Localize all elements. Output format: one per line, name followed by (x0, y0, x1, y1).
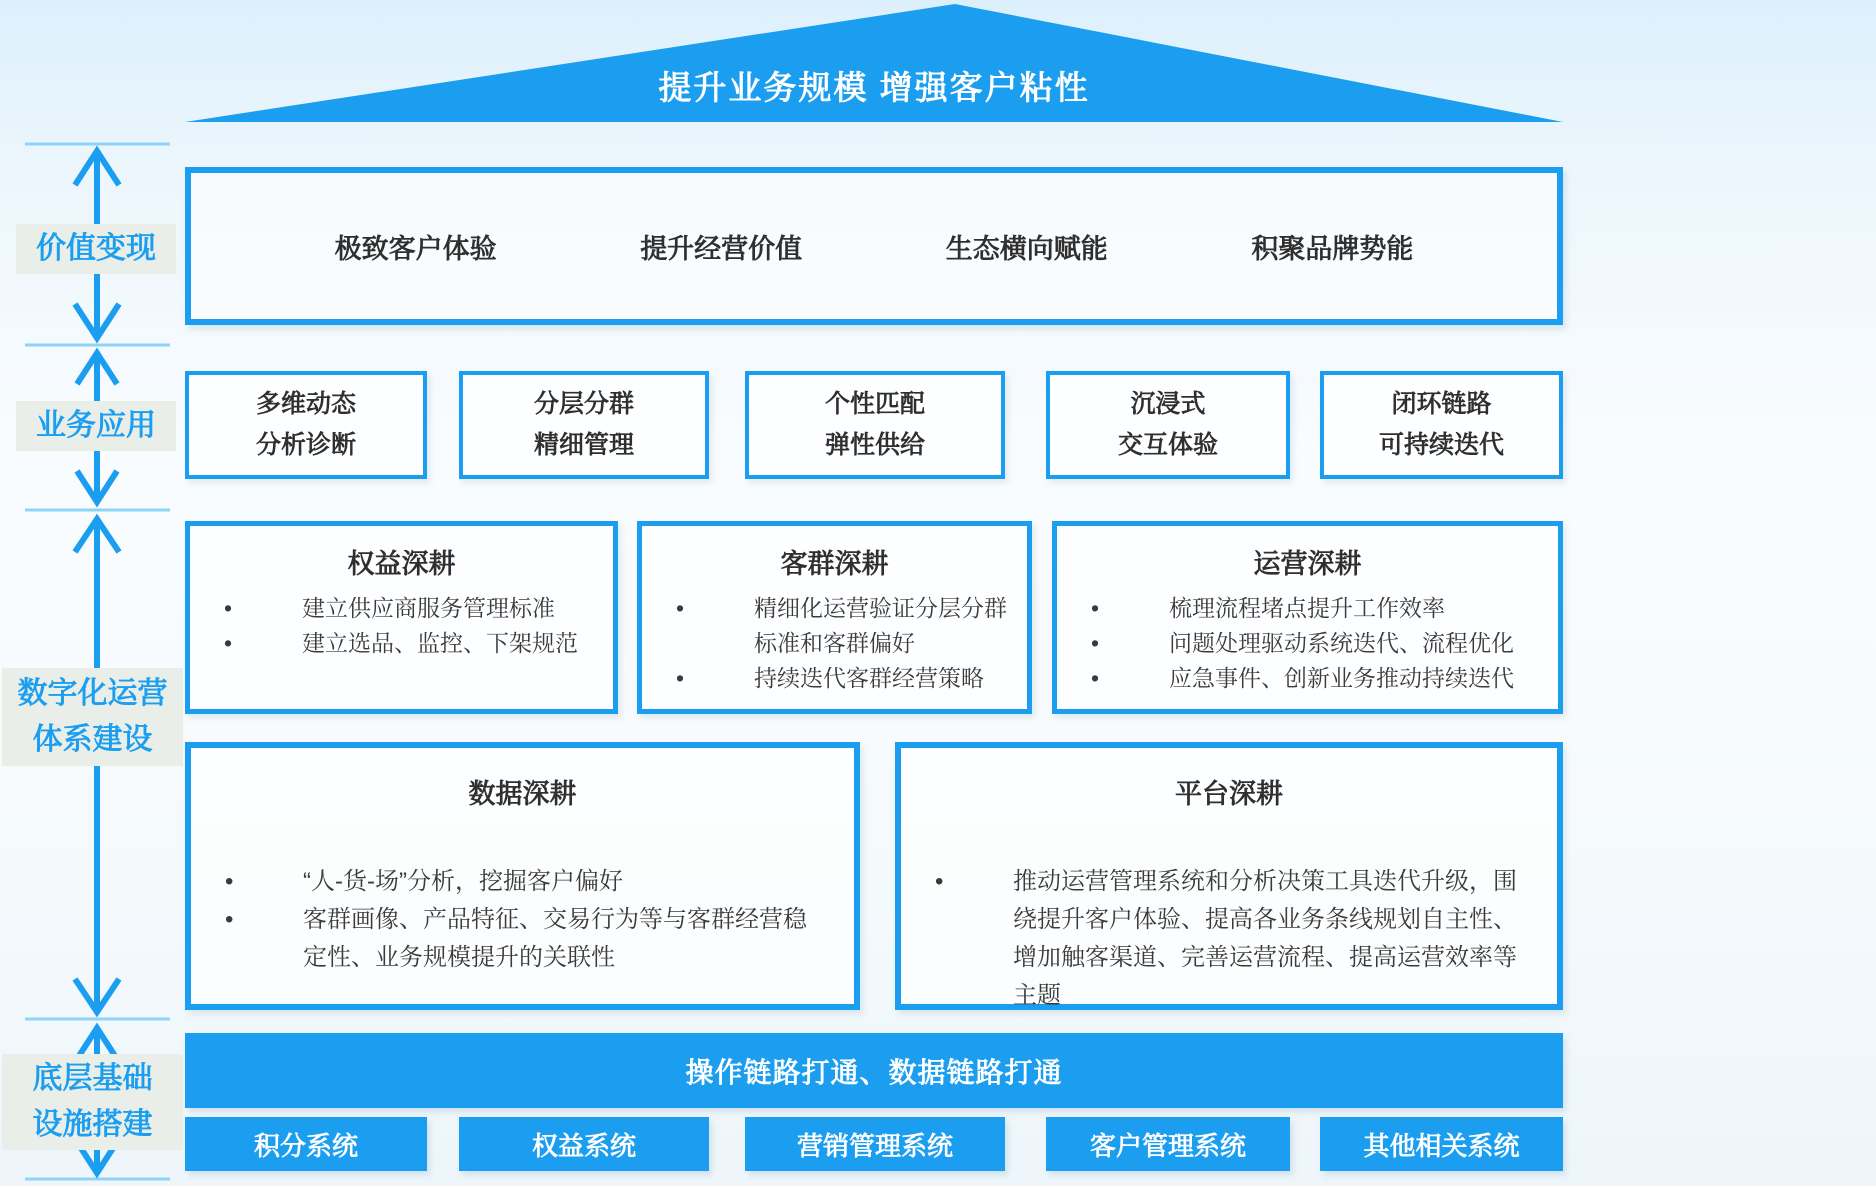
bullet-list (642, 591, 1027, 696)
box-title: 平台深耕 (1175, 779, 1283, 809)
stage-label-line: 底层基础 (32, 1062, 153, 1095)
system-box-points: 积分系统 (185, 1117, 427, 1171)
bullet-item: • 建立供应商服务管理标准 (210, 591, 595, 626)
stage-label-infrastructure (2, 1054, 183, 1150)
goal-banner (185, 2, 1563, 122)
app-box-line: 分层分群 (533, 390, 634, 418)
stage-axis-graphic (0, 0, 185, 1186)
app-box-segmentation-management (459, 371, 709, 479)
bullet-item: • 应急事件、创新业务推动持续迭代 (1077, 661, 1540, 696)
box-customer-group-cultivation (637, 521, 1032, 714)
stage-label-line: 业务应用 (36, 409, 156, 442)
box-title: 数据深耕 (468, 779, 577, 809)
system-box-customer-management: 客户管理系统 (1046, 1117, 1290, 1171)
bullet-item: • 客群画像、产品特征、交易行为等与客群经营稳定性、业务规模提升的关联性 (211, 901, 824, 977)
value-item: 生态横向赋能 (945, 233, 1108, 264)
box-operation-cultivation (1052, 521, 1563, 714)
app-box-line: 交互体验 (1117, 431, 1218, 459)
stage-label-business-application (16, 401, 176, 451)
value-item: 提升经营价值 (640, 233, 803, 264)
box-platform-cultivation (895, 742, 1563, 1010)
bullet-list (190, 591, 613, 661)
stage-label-line: 价值变现 (36, 232, 156, 265)
bullet-item: • 持续迭代客群经营策略 (662, 661, 1009, 696)
value-item: 极致客户体验 (334, 233, 497, 264)
system-box-marketing-management: 营销管理系统 (745, 1117, 1005, 1171)
stage-axis (0, 0, 185, 1186)
framework-content (185, 0, 1563, 1186)
value-item: 积聚品牌势能 (1251, 233, 1414, 264)
app-box-multidim-analysis (185, 371, 427, 479)
app-box-immersive-experience (1046, 371, 1290, 479)
stage-label-value-realization (16, 224, 176, 274)
bullet-item: • 精细化运营验证分层分群标准和客群偏好 (662, 591, 1009, 661)
box-rights-cultivation (185, 521, 618, 714)
bullet-list (191, 863, 854, 977)
bullet-item: • 建立选品、监控、下架规范 (210, 626, 595, 661)
app-box-line: 多维动态 (255, 390, 356, 418)
app-box-line: 精细管理 (533, 431, 634, 459)
stage-label-line: 体系建设 (32, 723, 153, 756)
bullet-list (901, 863, 1557, 1015)
app-box-closed-loop-iteration (1320, 371, 1563, 479)
app-box-line: 弹性供给 (824, 431, 925, 459)
bullet-list (1057, 591, 1558, 696)
link-through-label: 操作链路打通、数据链路打通 (685, 1056, 1063, 1088)
stage-label-line: 数字化运营 (17, 677, 168, 710)
stage-label-digital-operation-system (2, 668, 183, 766)
app-box-personal-matching (745, 371, 1005, 479)
goal-title: 提升业务规模 增强客户粘性 (658, 69, 1090, 106)
bullet-item: • 推动运营管理系统和分析决策工具迭代升级，围绕提升客户体验、提高各业务条线规划自主性、增加触客渠道、完善运营流程、提高运营效率等主题 (921, 863, 1527, 1015)
bullet-item: • 梳理流程堵点提升工作效率 (1077, 591, 1540, 626)
box-title: 权益深耕 (347, 549, 456, 579)
link-through-bar (185, 1033, 1563, 1108)
value-realization-box (185, 167, 1563, 325)
bullet-item: • “人-货-场”分析，挖掘客户偏好 (211, 863, 824, 901)
app-box-line: 可持续迭代 (1378, 431, 1504, 459)
stage-label-line: 设施搭建 (32, 1108, 153, 1141)
app-box-line: 闭环链路 (1391, 390, 1492, 418)
system-box-rights: 权益系统 (459, 1117, 709, 1171)
bullet-item: • 问题处理驱动系统迭代、流程优化 (1077, 626, 1540, 661)
system-box-other-related: 其他相关系统 (1320, 1117, 1563, 1171)
box-title: 客群深耕 (780, 549, 889, 579)
box-data-cultivation (185, 742, 860, 1010)
box-title: 运营深耕 (1253, 549, 1362, 579)
app-box-line: 沉浸式 (1130, 390, 1206, 418)
app-box-line: 个性匹配 (824, 390, 925, 418)
app-box-line: 分析诊断 (255, 431, 356, 459)
